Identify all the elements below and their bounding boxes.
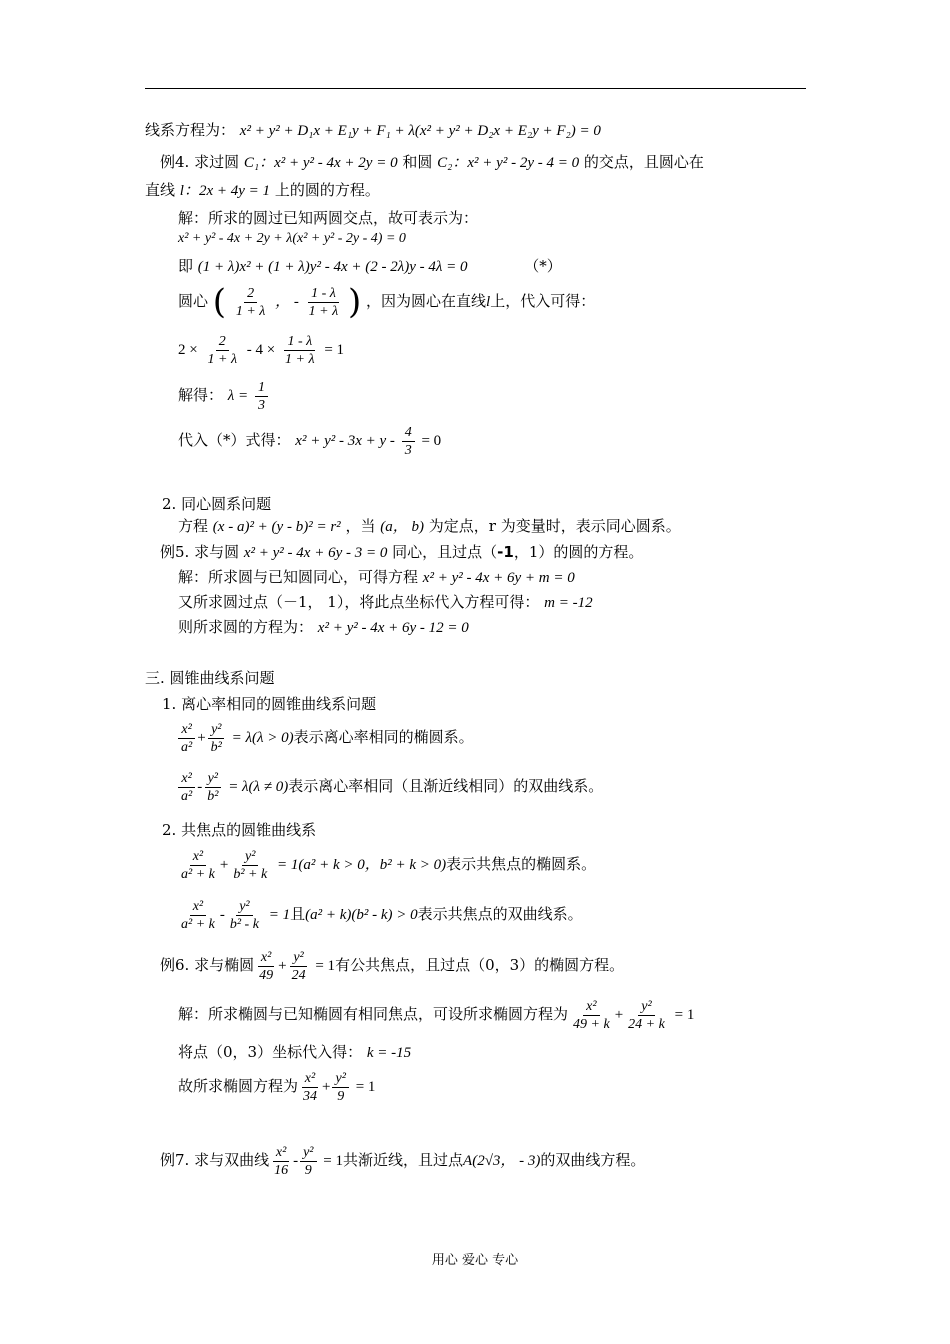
fraction: [289, 949, 309, 984]
numerator: x²: [178, 770, 194, 788]
denominator: 9: [337, 1088, 345, 1104]
fraction: [306, 285, 342, 320]
text: 上的圆的方程。: [274, 181, 380, 199]
math: x² + y² - 4x + 6y - 3 = 0: [243, 545, 388, 561]
text: 例6. 求与椭圆: [160, 956, 255, 974]
denominator: 1 + λ: [285, 351, 315, 367]
math: +: [322, 1079, 331, 1095]
text: 又所求圆过点（－1， 1），将此点坐标代入方程可得：: [178, 593, 540, 611]
text: 表示共焦点的双曲线系。: [417, 905, 583, 923]
math: +: [278, 958, 287, 974]
text: 例5. 求与圆: [160, 543, 240, 561]
denominator: a²: [181, 739, 193, 755]
text: 解：所求圆与已知圆同心，可得方程: [178, 568, 419, 586]
numerator: 1: [255, 379, 268, 397]
text: 为定点，r 为变量时，表示同心圆系。: [428, 517, 681, 535]
fraction: [204, 770, 221, 805]
math: l：2x + 4y = 1: [179, 183, 271, 199]
numerator: x²: [302, 1070, 318, 1088]
math: +: [197, 730, 206, 746]
text: 则所求圆的方程为：: [178, 618, 314, 636]
fraction: [625, 998, 668, 1033]
numerator: y²: [300, 1144, 316, 1162]
text: 解得：: [178, 386, 224, 404]
example-6: [160, 946, 624, 985]
denominator: a² + k: [181, 916, 215, 932]
denominator: b²: [210, 739, 222, 755]
math: -: [219, 907, 225, 923]
numerator: y²: [242, 848, 258, 866]
header-rule: [145, 88, 806, 89]
example-4-line-2: [145, 180, 380, 201]
numerator: y²: [205, 770, 221, 788]
denominator: b²: [207, 788, 219, 804]
math: (x - a)² + (y - b)² = r²: [212, 519, 341, 535]
example-6-substitute: [178, 1042, 411, 1063]
math: x² + y² - 4x + 6y + m = 0: [422, 570, 575, 586]
math: = λ(λ > 0): [231, 730, 294, 746]
text: 方程: [178, 517, 209, 535]
text: 故所求椭圆方程为: [178, 1077, 299, 1095]
subsection-confocal: [162, 820, 316, 840]
text: 解：所求椭圆与已知椭圆有相同焦点，可设所求椭圆方程为: [178, 1005, 569, 1023]
fraction: [178, 721, 195, 756]
math: (a² + k)(b² - k) > 0: [305, 907, 418, 923]
denominator: 1 + λ: [207, 351, 238, 367]
text: 2. 共焦点的圆锥曲线系: [162, 821, 317, 839]
text: 三. 圆锥曲线系问题: [145, 669, 275, 687]
math: x² + y² + D₁x + E₁y + F₁ + λ(x² + y² + D₂x + E₂y + F₂) = 0: [239, 123, 601, 139]
denominator: b² - k: [229, 916, 259, 932]
fraction: [402, 424, 415, 459]
numerator: x²: [178, 721, 194, 739]
text: ，因为圆心在直线: [366, 292, 487, 310]
example-6-solution: [178, 995, 694, 1034]
fraction: [332, 1070, 348, 1105]
math: -: [197, 779, 203, 795]
text: 表示离心率相同（且渐近线相同）的双曲线系。: [288, 777, 604, 795]
fraction: [300, 1070, 320, 1105]
math: = 1: [674, 1007, 695, 1023]
numerator: x²: [273, 1144, 289, 1162]
numerator: y²: [638, 998, 654, 1016]
text: 2. 同心圆系问题: [162, 495, 272, 513]
text: 将点（0，3）坐标代入得：: [178, 1043, 363, 1061]
confocal-hyperbola-eq: [176, 895, 583, 934]
fraction: [255, 379, 268, 414]
fraction: [282, 333, 318, 368]
numerator: 2: [216, 333, 229, 351]
text: 和圆: [402, 153, 433, 171]
math: = λ(λ ≠ 0): [228, 779, 289, 795]
confocal-ellipse-eq: [176, 845, 596, 884]
example-5: [160, 542, 643, 563]
text: 有公共焦点，且过点（0，3）的椭圆方程。: [335, 956, 625, 974]
concentric-eq: [178, 516, 681, 537]
fraction: [230, 848, 270, 883]
math: (a， b): [380, 519, 424, 535]
fraction: [178, 770, 195, 805]
fraction: [570, 998, 613, 1033]
text: 直线: [145, 181, 176, 199]
math: x² + y² - 4x + 6y - 12 = 0: [317, 620, 469, 636]
text: 表示离心率相同的椭圆系。: [293, 728, 474, 746]
fraction: [256, 949, 276, 984]
math: +: [219, 857, 229, 873]
text: ，1）的圆的方程。: [513, 543, 644, 561]
text: 线系方程为：: [145, 121, 236, 139]
math: m = -12: [544, 595, 593, 611]
denominator: 1 + λ: [235, 303, 266, 319]
text: （*）: [524, 257, 562, 275]
numerator: 4: [402, 424, 415, 442]
fraction: [300, 1144, 316, 1179]
numerator: x²: [583, 998, 599, 1016]
section-concentric: [162, 494, 271, 514]
example-5-point: [178, 592, 593, 613]
denominator: 9: [304, 1162, 312, 1178]
substitution-eq: [178, 330, 344, 369]
fraction: [178, 848, 218, 883]
final-circle-eq: [178, 421, 441, 460]
solution-intro: [178, 208, 478, 228]
example-7: [160, 1141, 645, 1180]
expanded-eq: [178, 256, 562, 277]
math: A(2√3， - 3): [463, 1153, 541, 1169]
text: 例4. 求过圆: [160, 153, 240, 171]
math: C₂：x² + y² - 2y - 4 = 0: [437, 155, 580, 171]
math: = 1: [315, 958, 336, 974]
text: 同心，且过点（: [392, 543, 498, 561]
numerator: x²: [258, 949, 274, 967]
numerator: x²: [190, 848, 206, 866]
circle-center: [178, 282, 595, 321]
math: = 1: [268, 907, 291, 923]
denominator: 49: [259, 967, 274, 983]
text: 且: [290, 905, 306, 923]
denominator: 3: [257, 397, 265, 413]
denominator: 24 + k: [628, 1016, 665, 1032]
math: ， -: [275, 294, 299, 310]
numerator: y²: [208, 721, 224, 739]
text: 共渐近线，且过点: [343, 1151, 464, 1169]
denominator: a² + k: [181, 866, 215, 882]
ellipse-family-eq: [176, 718, 474, 757]
example-6-answer: [178, 1067, 375, 1106]
text: 1. 离心率相同的圆锥曲线系问题: [162, 695, 377, 713]
math: l: [486, 294, 491, 310]
denominator: a²: [181, 788, 193, 804]
math: = 1: [324, 342, 345, 358]
numerator: 1 - λ: [308, 285, 339, 303]
text: 的交点，且圆心在: [583, 153, 704, 171]
denominator: 3: [404, 442, 412, 458]
text: 解：所求的圆过已知两圆交点，故可表示为：: [178, 209, 479, 227]
fraction: [208, 721, 225, 756]
fraction: [271, 1144, 291, 1179]
numerator: 2: [244, 285, 257, 303]
math: x² + y² - 4x + 2y + λ(x² + y² - 2y - 4) = 0: [178, 231, 406, 246]
line-system-equation: [145, 120, 601, 141]
math: (1 + λ)x² + (1 + λ)y² - 4x + (2 - 2λ)y - 4λ = 0: [197, 259, 468, 275]
denominator: 24: [291, 967, 306, 983]
section-conic: [145, 668, 275, 688]
text: 例7. 求与双曲线: [160, 1151, 270, 1169]
denominator: b² + k: [233, 866, 268, 882]
fraction: [227, 898, 262, 933]
math: x² + y² - 3x + y -: [295, 433, 395, 449]
denominator: 49 + k: [573, 1016, 610, 1032]
subsection-eccentricity: [162, 694, 376, 714]
text: 的双曲线方程。: [540, 1151, 646, 1169]
denominator: 34: [303, 1088, 318, 1104]
numerator: 1 - λ: [284, 333, 315, 351]
math: - 4 ×: [246, 342, 276, 358]
circle-family-eq: [178, 227, 406, 249]
math: λ =: [227, 388, 249, 404]
text: 表示共焦点的椭圆系。: [446, 855, 597, 873]
math: 2 ×: [178, 342, 198, 358]
example-5-solution: [178, 567, 575, 588]
math: k = -15: [366, 1045, 412, 1061]
numerator: x²: [190, 898, 206, 916]
fraction: [205, 333, 241, 368]
math: = 0: [421, 433, 442, 449]
paren: (: [212, 282, 227, 322]
example-4-line-1: [160, 152, 704, 173]
math: = 1: [323, 1153, 344, 1169]
math: = 1(a² + k > 0，b² + k > 0): [276, 857, 447, 873]
math: = 1: [355, 1079, 376, 1095]
text: ，当: [345, 517, 376, 535]
numerator: y²: [332, 1070, 348, 1088]
numerator: y²: [236, 898, 252, 916]
math: C₁：x² + y² - 4x + 2y = 0: [243, 155, 398, 171]
text: 即: [178, 257, 194, 275]
text: -1: [497, 543, 514, 561]
page-footer: 用心 爱心 专心: [431, 1253, 519, 1268]
math: +: [614, 1007, 624, 1023]
hyperbola-family-eq: [176, 767, 603, 806]
numerator: y²: [290, 949, 306, 967]
math: -: [293, 1153, 299, 1169]
denominator: 1 + λ: [308, 303, 339, 319]
text: 圆心: [178, 292, 209, 310]
text: 上，代入可得：: [490, 292, 596, 310]
paren: ): [347, 282, 362, 322]
fraction: [233, 285, 269, 320]
example-5-answer: [178, 617, 469, 638]
fraction: [178, 898, 218, 933]
text: 代入（*）式得：: [178, 431, 291, 449]
lambda-result: [178, 376, 270, 415]
denominator: 16: [274, 1162, 289, 1178]
